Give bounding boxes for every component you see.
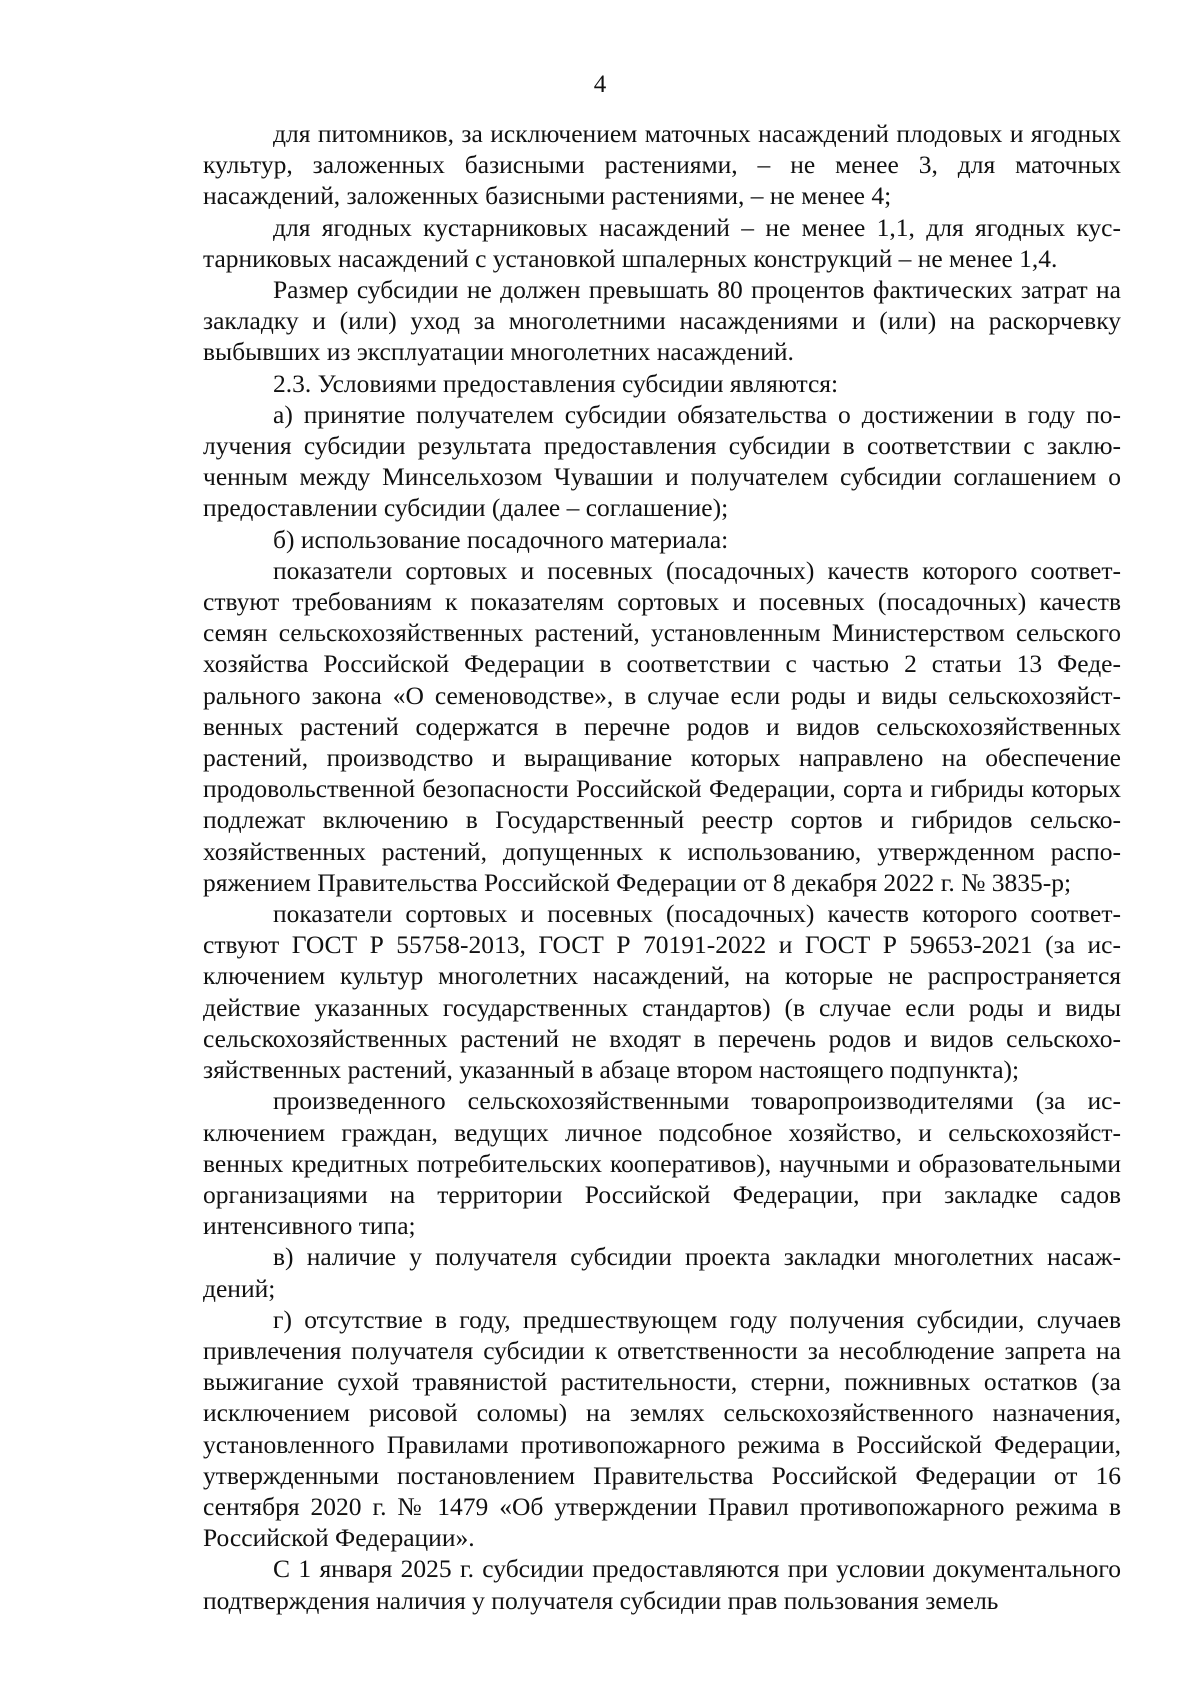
- page-number: 4: [593, 71, 607, 98]
- paragraph: показатели сортовых и посевных (посадочных) качеств которого соответствуют ГОСТ Р 55758-2013, ГОСТ Р 70191-2022 и ГОСТ Р 59653-2021 (за исключением культур многолетних насаждений, на которые не распространяется действие указанных государственных стандартов) (в случае если роды и виды сельскохозяйственных растений не входят в перечень родов и видов сельскохозяйственных растений, указанный в абзаце втором настоящего подпункта);: [203, 899, 1121, 1085]
- paragraph: для ягодных кустарниковых насаждений – не менее 1,1, для ягодных кустарниковых насаждений с установкой шпалерных конструкций – не менее 1,4.: [203, 212, 1121, 273]
- paragraph: в) наличие у получателя субсидии проекта закладки многолетних насаждений;: [203, 1242, 1121, 1303]
- paragraph: а) принятие получателем субсидии обязательства о достижении в году получения субсидии результата предоставления субсидии в соответствии с заключенным между Минсельхозом Чувашии и получателем субсидии соглашением о предоставлении субсидии (далее – соглашение);: [203, 399, 1121, 523]
- paragraph: показатели сортовых и посевных (посадочных) качеств которого соответствуют требованиям к показателям сортовых и посевных (посадочных) качеств семян сельскохозяйственных растений, установленным Министерством сельского хозяйства Российской Федерации в соответствии с частью 2 статьи 13 Федерального закона «О семеноводстве», в случае если роды и виды сельскохозяйственных растений содержатся в перечне родов и видов сельскохозяйственных растений, производство и выращивание которых направлено на обеспечение продовольственной безопасности Российской Федерации, сорта и гибриды которых подлежат включению в Государственный реестр сортов и гибридов сельскохозяйственных растений, допущенных к использованию, утвержденном распоряжением Правительства Российской Федерации от 8 декабря 2022 г. № 3835-р;: [203, 555, 1121, 897]
- paragraph: Размер субсидии не должен превышать 80 процентов фактических затрат на закладку и (или) уход за многолетними насаждениями и (или) на раскорчевку выбывших из эксплуатации многолетних насаждений.: [203, 275, 1121, 367]
- paragraph: С 1 января 2025 г. субсидии предоставляются при условии документального подтверждения наличия у получателя субсидии прав пользования земель: [203, 1554, 1121, 1615]
- paragraph: 2.3. Условиями предоставления субсидии являются:: [273, 368, 839, 398]
- paragraph: произведенного сельскохозяйственными товаропроизводителями (за исключением граждан, ведущих личное подсобное хозяйство, и сельскохозяйственных кредитных потребительских кооперативов), научными и образовательными организациями на территории Российской Федерации, при закладке садов интенсивного типа;: [203, 1086, 1121, 1241]
- paragraph: для питомников, за исключением маточных насаждений плодовых и ягодных культур, заложенных базисными растениями, – не менее 3, для маточных насаждений, заложенных базисными растениями, – не менее 4;: [203, 119, 1121, 211]
- paragraph: б) использование посадочного материала:: [273, 524, 729, 554]
- document-body: [203, 118, 1121, 1616]
- paragraph: г) отсутствие в году, предшествующем году получения субсидии, случаев привлечения получателя субсидии к ответственности за несоблюдение запрета на выжигание сухой травянистой растительности, стерни, пожнивных остатков (за исключением рисовой соломы) на землях сельскохозяйственного назначения, установленного Правилами противопожарного режима в Российской Федерации, утвержденными постановлением Правительства Российской Федерации от 16 сентября 2020 г. № 1479 «Об утверждении Правил противопожарного режима в Российской Федерации».: [203, 1304, 1121, 1553]
